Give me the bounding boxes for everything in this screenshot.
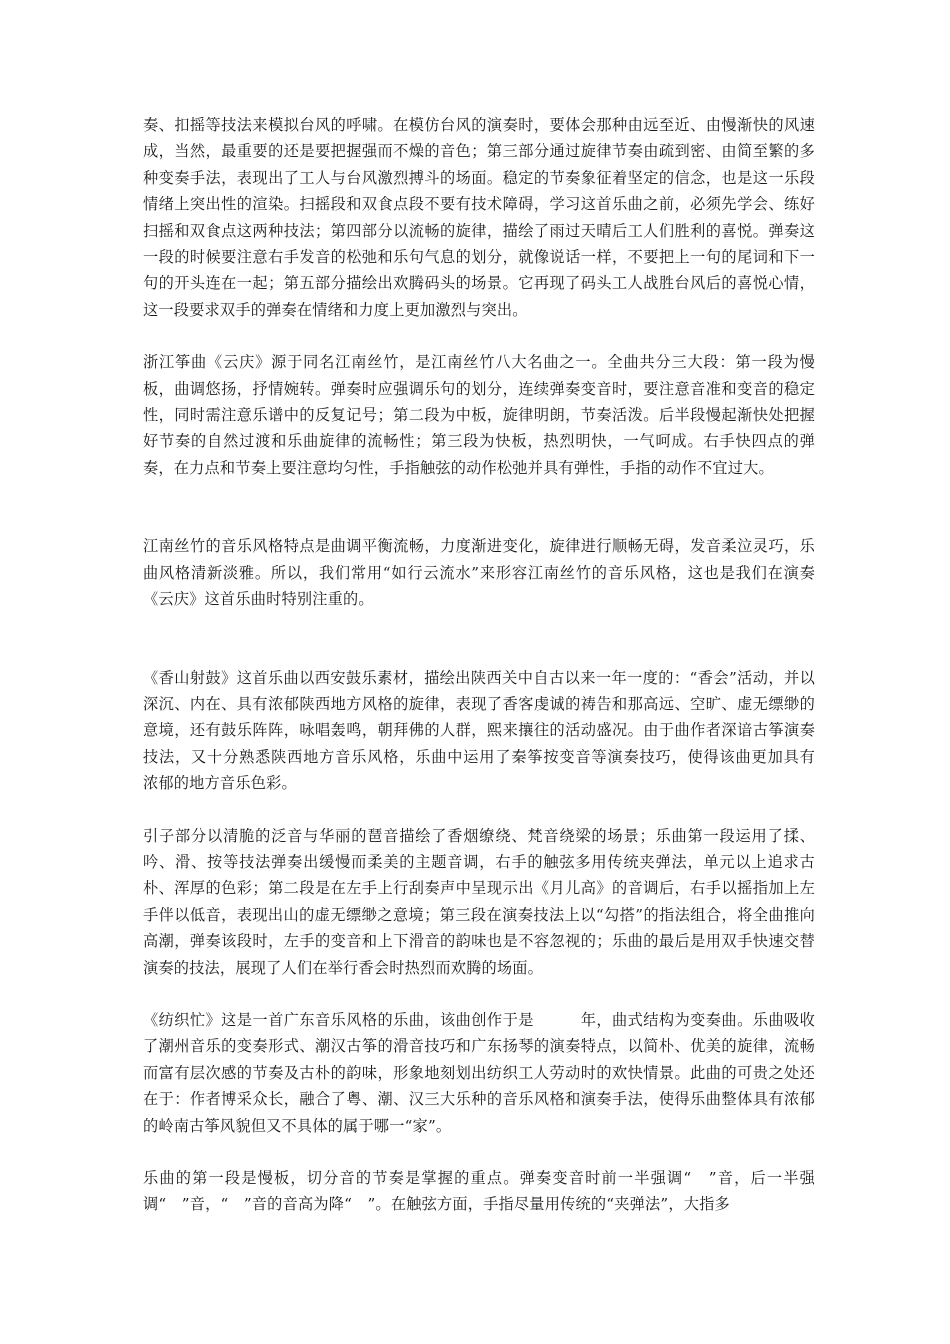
paragraph-fangzhimang-intro: 《纺织忙》这是一首广东音乐风格的乐曲，该曲创作于是 年，曲式结构为变奏曲。乐曲吸收了潮州音乐的变奏形式、潮汉古筝的滑音技巧和广东扬琴的演奏特点，以简朴、优美的旋律，流畅而富有层次感的节奏及古朴的韵味，形象地刻划出纺织工人劳动时的欢快情景。此曲的可贵之处还在于：作者博采众长，融合了粤、潮、汉三大乐种的音乐风格和演奏手法，使得乐曲整体具有浓郁的岭南古筝风貌但又不具体的属于哪一“家”。 [143, 1010, 815, 1135]
body-text [143, 112, 831, 1218]
paragraph-fangzhimang-first-section: 乐曲的第一段是慢板，切分音的节奏是掌握的重点。弹奏变音时前一半强调“ ”音，后一半强调“ ”音，“ ”音的音高为降“ ”。在触弦方面，手指尽量用传统的“夹弹法”，大指多 [143, 1169, 815, 1214]
paragraph-xiangshan-sections: 引子部分以清脆的泛音与华丽的琶音描绘了香烟缭绕、梵音绕梁的场景；乐曲第一段运用了揉、吟、滑、按等技法弹奏出缓慢而柔美的主题音调，右手的触弦多用传统夹弹法，单元以上追求古朴、浑厚的色彩；第二段是在左手上行刮奏声中呈现示出《月儿高》的音调后，右手以摇指加上左手伴以低音，表现出山的虚无缥缈之意境；第三段在演奏技法上以“勾搭”的指法组合，将全曲推向高潮，弹奏该段时，左手的变音和上下滑音的韵味也是不容忽视的；乐曲的最后是用双手快速交替演奏的技法，展现了人们在举行香会时热烈而欢腾的场面。 [143, 826, 815, 977]
paragraph-typhoon-section: 奏、扣摇等技法来模拟台风的呼啸。在模仿台风的演奏时，要体会那种由远至近、由慢渐快的风速成，当然，最重要的还是要把握强而不燥的音色；第三部分通过旋律节奏由疏到密、由简至繁的多种变奏手法，表现出了工人与台风激烈搏斗的场面。稳定的节奏象征着坚定的信念，也是这一乐段情绪上突出性的渲染。扫摇段和双食点段不要有技术障碍，学习这首乐曲之前，必须先学会、练好扫摇和双食点这两种技法；第四部分以流畅的旋律，描绘了雨过天晴后工人们胜利的喜悦。弹奏这一段的时候要注意右手发音的松弛和乐句气息的划分，就像说话一样，不要把上一句的尾词和下一句的开头连在一起；第五部分描绘出欢腾码头的场景。它再现了码头工人战胜台风后的喜悦心情，这一段要求双手的弹奏在情绪和力度上更加激烈与突出。 [143, 116, 815, 319]
paragraph-xiangshan-intro: 《香山射鼓》这首乐曲以西安鼓乐素材，描绘出陕西关中自古以来一年一度的：“香会”活动，并以深沉、内在、具有浓郁陕西地方风格的旋律，表现了香客虔诚的祷告和那高远、空旷、虚无缥缈的意境，还有鼓乐阵阵，咏唱轰鸣，朝拜佛的人群，熙来攘往的活动盛况。由于曲作者深谙古筝演奏技法，又十分熟悉陕西地方音乐风格，乐曲中运用了秦筝按变音等演奏技巧，使得该曲更加具有 浓郁的地方音乐色彩。 [143, 668, 831, 793]
paragraph-yunqing: 浙江筝曲《云庆》源于同名江南丝竹，是江南丝竹八大名曲之一。全曲共分三大段：第一段为慢板，曲调悠扬，抒情婉转。弹奏时应强调乐句的划分，连续弹奏变音时，要注意音准和变音的稳定性，同时需注意乐谱中的反复记号；第二段为中板，旋律明朗，节奏活泼。后半段慢起渐快处把握好节奏的自然过渡和乐曲旋律的流畅性；第三段为快板，热烈明快，一气呵成。右手快四点的弹奏，在力点和节奏上要注意均匀性，手指触弦的动作松弛并具有弹性，手指的动作不宜过大。 [143, 353, 815, 477]
paragraph-jiangnan-style: 江南丝竹的音乐风格特点是曲调平衡流畅，力度渐进变化，旋律进行顺畅无碍，发音柔泣灵巧，乐曲风格清新淡雅。所以，我们常用“如行云流水”来形容江南丝竹的音乐风格，这也是我们在演奏《云庆》这首乐曲时特别注重的。 [143, 537, 815, 609]
